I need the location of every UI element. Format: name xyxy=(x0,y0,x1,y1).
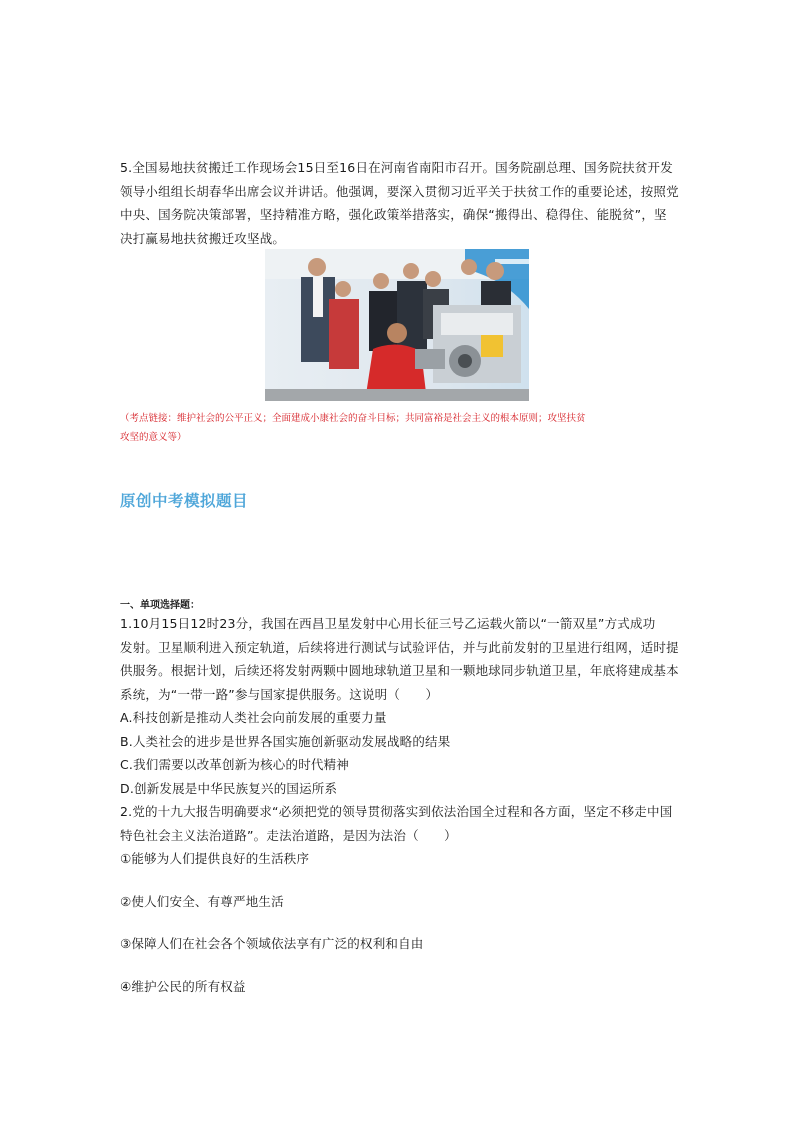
news-line: 5.全国易地扶贫搬迁工作现场会15日至16日在河南省南阳市召开。国务院副总理、国务院扶贫开发 xyxy=(120,160,673,175)
note-line: 攻坚的意义等） xyxy=(120,432,187,443)
question-line: 2.党的十九大报告明确要求“必须把党的领导贯彻落实到依法治国全过程和各方面，坚定不移走中国 xyxy=(120,804,673,819)
spacer xyxy=(120,956,676,975)
option-c: C.我们需要以改革创新为核心的时代精神 xyxy=(120,757,350,772)
section-title: 原创中考模拟题目 xyxy=(120,492,249,510)
question-line: 系统，为“一带一路”参与国家提供服务。这说明（ ） xyxy=(120,686,439,702)
statement-2: ②使人们安全、有尊严地生活 xyxy=(120,893,284,909)
statement-4: ④维护公民的所有权益 xyxy=(120,978,246,994)
spacer xyxy=(120,913,676,932)
news-paragraph xyxy=(120,156,679,250)
question-line: 1.10月15日12时23分，我国在西昌卫星发射中心用长征三号乙运载火箭以“一箭双星”方式成功 xyxy=(120,616,656,631)
news-photo xyxy=(265,249,529,401)
question-line: 供服务。根据计划，后续还将发射两颗中圆地球轨道卫星和一颗地球同步轨道卫星，年底将建成基本 xyxy=(120,663,679,678)
spacer xyxy=(120,871,676,890)
note-line: （考点链接：维护社会的公平正义；全面建成小康社会的奋斗目标；共同富裕是社会主义的根本原则；攻坚扶贫 xyxy=(120,413,586,424)
news-line: 中央、国务院决策部署，坚持精准方略，强化政策举措落实，确保“搬得出、稳得住、能脱贫”，坚 xyxy=(120,207,667,222)
option-b: B.人类社会的进步是世界各国实施创新驱动发展战略的结果 xyxy=(120,733,451,749)
question-line: 发射。卫星顺利进入预定轨道，后续将进行测试与试验评估，并与此前发射的卫星进行组网，适时提 xyxy=(120,639,679,655)
question-2 xyxy=(120,800,676,998)
option-d: D.创新发展是中华民族复兴的国运所系 xyxy=(120,780,338,796)
news-line: 决打赢易地扶贫搬迁攻坚战。 xyxy=(120,230,286,246)
option-a: A.科技创新是推动人类社会向前发展的重要力量 xyxy=(120,710,387,725)
statement-1: ①能够为人们提供良好的生活秩序 xyxy=(120,851,310,866)
question-line: 特色社会主义法治道路”。走法治道路，是因为法治（ ） xyxy=(120,827,457,843)
questions-heading: 一、单项选择题： xyxy=(120,600,200,611)
exam-point-note xyxy=(120,409,676,447)
statement-3: ③保障人们在社会各个领域依法享有广泛的权利和自由 xyxy=(120,936,424,951)
news-line: 领导小组组长胡春华出席会议并讲话。他强调，要深入贯彻习近平关于扶贫工作的重要论述，按照党 xyxy=(120,183,679,199)
question-1 xyxy=(120,612,679,800)
